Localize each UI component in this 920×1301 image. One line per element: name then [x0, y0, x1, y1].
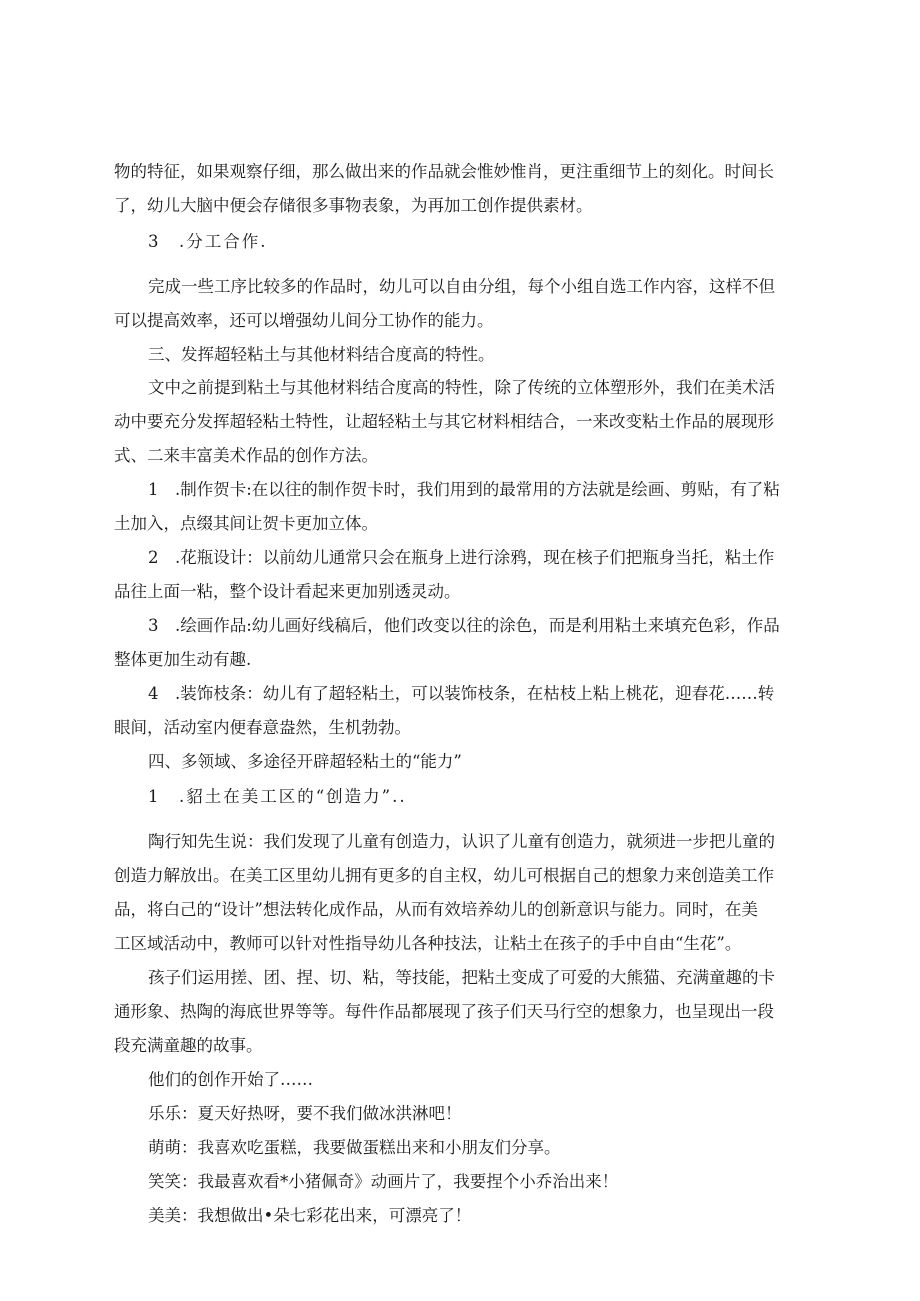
paragraph-line: 创造力解放出。在美工区里幼儿拥有更多的自主权，幼儿可根据自己的想象力来创造美工作: [114, 866, 774, 885]
paragraph-line: 陶行知先生说：我们发现了儿童有创造力，认识了儿童有创造力，就须进一步把儿童的: [148, 832, 775, 851]
paragraph-line: 可以提高效率，还可以增强幼儿间分工协作的能力。: [114, 311, 494, 330]
paragraph-line: 孩子们运用搓、团、捏、切、粘，等技能，把粘土变成了可爱的大熊猫、充满童趣的卡: [148, 968, 775, 987]
paragraph-line: 通形象、热陶的海底世界等等。每件作品都展现了孩子们天马行空的想象力，也呈现出一段: [114, 1002, 774, 1021]
dialogue-line-xiaoxiao: 笑笑：我最喜欢看*小猪佩奇》动画片了，我要捏个小乔治出来！: [148, 1172, 619, 1191]
section-heading-3: 三、发挥超轻粘土与其他材料结合度高的特性。: [148, 345, 495, 364]
dialogue-line-mengmeng: 萌萌：我喜欢吃蛋糕，我要做蛋糕出来和小朋友们分享。: [148, 1138, 561, 1157]
paragraph-line: 工区域活动中，教师可以针对性指导幼儿各种技法，让粘土在孩子的手中自由“生花”。: [114, 934, 742, 953]
subheading-creativity: 1 .貂土在美工区的“创造力”..: [148, 787, 407, 806]
list-item-line: 品往上面一粘，整个设计看起来更加别透灵动。: [114, 582, 461, 601]
list-item-line: 4 .装饰枝条：幼儿有了超轻粘土，可以装饰枝条，在枯枝上粘上桃花，迎春花……转: [148, 684, 775, 703]
dialogue-line-meimei: 美美：我想做出•朵七彩花出来，可漂亮了！: [148, 1206, 472, 1225]
paragraph-line: 完成一些工序比较多的作品时，幼儿可以自由分组，每个小组自选工作内容，这样不但: [148, 277, 775, 296]
subheading-teamwork: 3 .分工合作.: [148, 232, 268, 251]
paragraph-line: 段充满童趣的故事。: [114, 1036, 263, 1055]
paragraph-line: 文中之前提到粘土与其他材料结合度高的特性，除了传统的立体塑形外，我们在美术活: [148, 378, 775, 397]
list-item-line: 整体更加生动有趣.: [114, 650, 252, 669]
paragraph-line: 动中要充分发挥超轻粘土特性，让超轻粘土与其它材料相结合，一来改变粘土作品的展现形: [114, 412, 774, 431]
list-item-line: 土加入，点缀其间让贺卡更加立体。: [114, 514, 378, 533]
dialogue-line-lele: 乐乐：夏天好热呀，要不我们做冰洪淋吧！: [148, 1104, 462, 1123]
paragraph-line: 他们的创作开始了……: [148, 1070, 313, 1089]
paragraph-line: 式、二来丰富美术作品的创作方法。: [114, 446, 378, 465]
list-item-line: 眼间，活动室内便春意盎然，生机勃勃。: [114, 718, 411, 737]
paragraph-line: 了，幼儿大脑中便会存储很多事物表象，为再加工创作提供素材。: [114, 196, 593, 215]
list-item-line: 2 .花瓶设计：以前幼儿通常只会在瓶身上进行涂鸦，现在核子们把瓶身当托，粘土作: [148, 548, 775, 567]
list-item-line: 3 .绘画作品:幼儿画好线稿后，他们改变以往的涂色，而是利用粘土来填充色彩，作品: [148, 616, 780, 635]
list-item-line: 1 .制作贺卡:在以往的制作贺卡时，我们用到的最常用的方法就是绘画、剪贴，有了粘: [148, 480, 780, 499]
section-heading-4: 四、多领域、多途径开辟超轻粘土的“能力”: [148, 752, 462, 771]
paragraph-line: 品，将白己的“设计”想法转化成作品，从而有效培养幼儿的创新意识与能力。同时，在美: [114, 900, 758, 919]
paragraph-line: 物的特征，如果观察仔细，那么做出来的作品就会惟妙惟肖，更注重细节上的刻化。时间长: [114, 162, 774, 181]
